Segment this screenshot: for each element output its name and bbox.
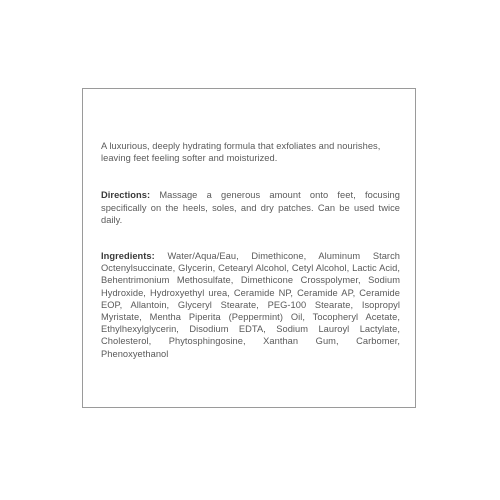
product-description: A luxurious, deeply hydrating formula that exfoliates and nourishes, leaving feet feeling softer and moisturized. [101,141,381,164]
directions-label: Directions: [101,190,151,201]
directions-section [101,189,400,226]
product-info-panel [82,88,416,408]
panel-content [101,140,400,360]
directions-text: Massage a generous amount onto feet, focusing specifically on the heels, soles, and dry patches. Can be used twice daily. [101,190,400,225]
ingredients-text: Water/Aqua/Eau, Dimethicone, Aluminum Starch Octenylsuccinate, Glycerin, Cetearyl Alcohol, Cetyl Alcohol, Lactic Acid, Behentrimonium Methosulfate, Dimethicone Crosspolymer, Sodium Hydroxide, Hydroxyethyl urea, Ceramide NP, Ceramide AP, Ceramide EOP, Allantoin, Glyceryl Stearate, PEG-100 Stearate, Isopropyl Myristate, Mentha Piperita (Peppermint) Oil, Tocopheryl Acetate, Ethylhexylglycerin, Disodium EDTA, Sodium Lauroyl Lactylate, Cholesterol, Phytosphingosine, Xanthan Gum, Carbomer, Phenoxyethanol [101,251,400,359]
ingredients-section [101,250,400,360]
ingredients-label: Ingredients: [101,251,155,262]
